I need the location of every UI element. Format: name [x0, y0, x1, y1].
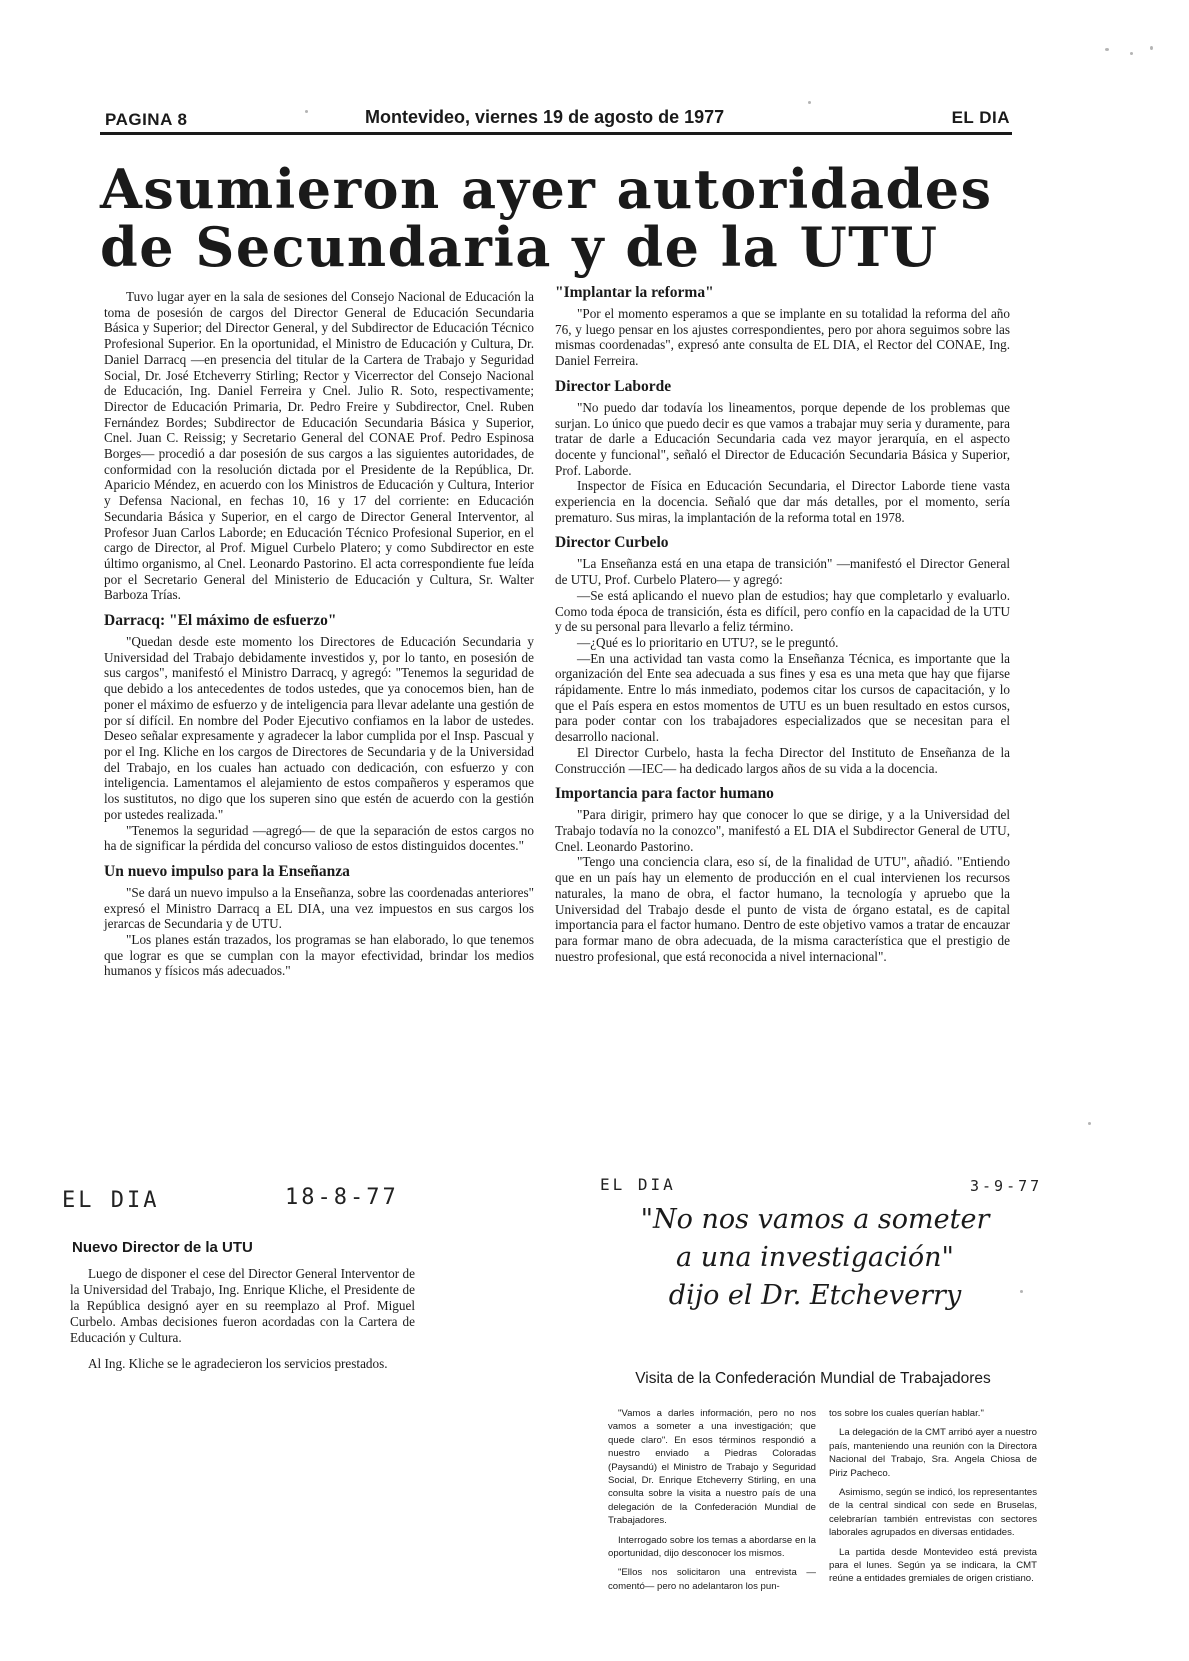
paragraph: "Se dará un nuevo impulso a la Enseñanza, sobre las coordenadas anteriores" expresó el Ministro Darracq a EL DIA, una vez impuestos en sus cargos los jerarcas de Secundaria y de UTU. — [104, 884, 534, 932]
scan-speck — [1105, 48, 1109, 51]
paragraph: —Se está aplicando el nuevo plan de estudios; hay que completarlo y evaluarlo. Como toda época de transición, ésta es difícil, pero confío en la capacidad de la UTU y de su personal para llevarlo a feliz término. — [555, 587, 1010, 635]
paragraph: La delegación de la CMT arribó ayer a nuestro país, manteniendo una reunión con la Directora Nacional del Trabajo, Sra. Angela Chiosa de Piriz Pacheco. — [829, 1427, 1037, 1479]
masthead-rule — [100, 132, 1012, 135]
main-headline — [100, 157, 1010, 279]
paragraph: "No puedo dar todavía los lineamentos, porque depende de los problemas que surjan. Lo único que puedo decir es que vamos a trabajar muy seria y duramente, para tratar de darle a Educación Secundaria cada vez mayor jerarquía, en el aspecto docente y funcional", señaló el Director de Educación Secundaria Básica y Superior, Prof. Laborde. — [555, 399, 1010, 478]
headline-line-1: "No nos vamos a someter — [640, 1204, 990, 1235]
paragraph: —En una actividad tan vasta como la Enseñanza Técnica, es importante que la organización del Ente sea adecuada a sus fines y esa es una meta que hay que fijarse rápidamente. Entre lo más inmediato, podemos citar los cursos de capacitación, y lo que el País espera en estos momentos de UTU es un buen resultado en estos cursos, para poder contar con los trabajadores especializados que se necesitan para el desarrollo nacional. — [555, 650, 1010, 745]
headline-line-2: a una investigación" — [676, 1242, 954, 1273]
headline-line-1: Asumieron ayer autoridades — [100, 157, 993, 221]
subheading: Darracq: "El máximo de esfuerzo" — [104, 612, 337, 630]
article-etcheverry-column-2 — [829, 1407, 1037, 1592]
handwritten-date: 18-8-77 — [285, 1185, 399, 1210]
paragraph: "Ellos nos solicitaron una entrevista —comentó— pero no adelantaron los pun- — [608, 1567, 816, 1592]
paragraph: "Los planes están trazados, los programas se han elaborado, lo que tenemos que lograr es que se cumplan con la mayor efectividad, brindar los medios humanos y físicos más adecuados." — [104, 932, 534, 979]
paragraph: "Vamos a darles información, pero no nos vamos a someter a una investigación; que quede claro". En esos términos respondió a nuestro enviado a Piedras Coloradas (Paysandú) el Ministro de Trabajo y Seguridad Social, Dr. Enrique Etcheverry Stirling, en una consulta sobre la visita a nuestro país de una delegación de la Confederación Mundial de Trabajadores. — [608, 1408, 816, 1527]
paragraph: "Para dirigir, primero hay que conocer lo que se dirige, y a la Universidad del Trabajo todavía no la conozco", manifestó a EL DIA el Subdirector General de UTU, Cnel. Leonardo Pastorino. — [555, 807, 1010, 854]
dateline: Montevideo, viernes 19 de agosto de 1977 — [365, 107, 725, 127]
masthead — [105, 104, 1010, 134]
handwritten-paper-label-right: EL DIA — [600, 1175, 676, 1194]
paragraph: Luego de disponer el cese del Director General Interventor de la Universidad del Trabajo, Ing. Enrique Kliche, el Presidente de la República designó ayer en su reemplazo al Prof. Miguel Curbelo. Ambas decisiones fueron acordadas con la Cartera de Educación y Cultura. — [70, 1266, 415, 1345]
paragraph: El Director Curbelo, hasta la fecha Director del Instituto de Enseñanza de la Construcción —IEC— ha dedicado largos años de su vida a la docencia. — [555, 744, 1010, 776]
headline-line-2: de Secundaria y de la UTU — [100, 215, 939, 279]
paragraph: "Quedan desde este momento los Directores de Educación Secundaria y Universidad del Trabajo debidamente investidos y, por lo tanto, en posesión de sus cargos", manifestó el Ministro Darracq, y agregó: "Tenemos la seguridad de que debido a los antecedentes de todos ustedes, que ya conocemos bien, han de poner el máximo de esfuerzo y de inteligencia para llevar adelante una gestión de por sí difícil. En nombre del Poder Ejecutivo confiamos en la labor de ustedes. Deseo señalar expresamente y agradecer la labor cumplida por el Insp. Pascual y por el Ing. Kliche en los cargos de Directores de Secundaria y de la Universidad del Trabajo, en los cuales han actuado con dedicación, con esfuerzo y con inteligencia. Lamentamos el alejamiento de estos compañeros y esperamos que los sustitutos, no digo que los superen sino que estén de acuerdo con la gestión por ustedes realizada." — [104, 634, 534, 822]
paragraph: "La Enseñanza está en una etapa de transición" —manifestó el Director General de UTU, Prof. Curbelo Platero— y agregó: — [555, 556, 1010, 588]
paragraph: "Tenemos la seguridad —agregó— de que la separación de estos cargos no ha de significar la pérdida del concurso valioso de estos distinguidos docentes." — [104, 822, 534, 854]
paragraph: "Por el momento esperamos a que se implante en su totalidad la reforma del año 76, y luego pensar en los ajustes correspondientes, pero por ahora seguimos sobre las mismas coordenadas", expresó ante consulta de EL DIA, el Rector del CONAE, Ing. Daniel Ferreira. — [555, 306, 1010, 369]
subheading: Un nuevo impulso para la Enseñanza — [104, 862, 350, 880]
scan-speck — [1150, 46, 1153, 50]
subheading: Importancia para factor humano — [555, 785, 774, 803]
article-etcheverry-subtitle: Visita de la Confederación Mundial de Trabajadores — [635, 1370, 991, 1387]
paragraph: "Tengo una conciencia clara, eso sí, de la finalidad de UTU", añadió. "Entiendo que en un país hay un elemento de producción en el cual intervienen los recursos naturales, la mano de obra, el factor humano, la tecnología y apruebo que la Universidad del Trabajo desde el punto de vista de órgano estatal, es de capital importancia para el factor humano. Dentro de este objetivo vamos a tratar de encauzar para formar mano de obra adecuada, de la misma característica que el prestigio de nuestro profesional, que está reconocida a nivel internacional". — [555, 854, 1010, 964]
page-number: PAGINA 8 — [105, 110, 188, 129]
article-nuevo-director — [70, 1240, 415, 1382]
article-etcheverry-column-1 — [608, 1407, 816, 1599]
handwritten-paper-label: EL DIA — [62, 1188, 160, 1213]
paragraph: Inspector de Física en Educación Secundaria, el Director Laborde tiene vasta experiencia en la docencia. Señaló que dar más detalles, por el momento, sería prematuro. Sus miras, la implantación de la reforma total en 1978. — [555, 478, 1010, 525]
article-column-2 — [555, 283, 1010, 964]
scan-speck — [1130, 52, 1133, 55]
paragraph: Asimismo, según se indicó, los representantes de la central sindical con sede en Bruselas, celebrarían también entrevistas con sectores laborales agrupados en diversas entidades. — [829, 1487, 1037, 1539]
paragraph: Tuvo lugar ayer en la sala de sesiones del Consejo Nacional de Educación la toma de posesión de cargos del Director General de Educación Secundaria Básica y Superior; del Director General, y del Subdirector de Educación Técnico Profesional Superior. En la oportunidad, el Ministro de Educación y Cultura, Dr. Daniel Darracq —en presencia del titular de la Cartera de Trabajo y Seguridad Social, Dr. José Etcheverry Stirling; Rector y Vicerrector del Consejo Nacional de Educación, Ing. Daniel Ferreira y Cnel. Julio R. Soto, respectivamente; Director de Educación Primaria, Dr. Pedro Freire y Subdirector, Cnel. Ruben Fernández Bordes; Subdirector de Educación Secundaria Básica y Superior, Cnel. Juan C. Reissig; y Secretario General del CONAE Prof. Pedro Espinosa Borges— procedió a dar posesión de sus cargos a las siguientes autoridades, de conformidad con la resolución dictada por el Presidente de la República, Dr. Aparicio Méndez, en acuerdo con los Ministros de Educación y Cultura, Interior y Defensa Nacional, en fechas 10, 16 y 17 del corriente: en Educación Secundaria Básica y Superior, en el cargo de Director General Interventor, al Profesor Juan Carlos Laborde; en Educación Técnico Profesional Superior, en el cargo de Director, al Prof. Miguel Curbelo Platero; y como Subdirector en este último organismo, al Cnel. Leonardo Pastorino. El acta correspondiente fue leída por el Secretario General del Ministerio de Educación y Cultura, Sr. Walter Barboza Trías. — [104, 289, 534, 603]
scan-speck — [1020, 1290, 1023, 1293]
article-column-1 — [104, 289, 534, 979]
scan-speck — [1088, 1122, 1091, 1125]
scan-speck — [808, 101, 811, 104]
paragraph: La partida desde Montevideo está prevista para el lunes. Según ya se indicara, la CMT reúne a entidades gremiales de origen cristiano. — [829, 1546, 1037, 1585]
paragraph: Al Ing. Kliche se le agradecieron los servicios prestados. — [88, 1356, 388, 1371]
headline-line-3: dijo el Dr. Etcheverry — [668, 1280, 962, 1311]
newspaper-name: EL DIA — [951, 108, 1010, 127]
paragraph: tos sobre los cuales querían hablar." — [829, 1408, 984, 1419]
article-title: Nuevo Director de la UTU — [72, 1239, 253, 1256]
scan-speck — [305, 110, 308, 113]
article-etcheverry-headline — [600, 1201, 1030, 1315]
subheading: Director Laborde — [555, 377, 672, 395]
paragraph: Interrogado sobre los temas a abordarse en la oportunidad, dijo desconocer los mismos. — [608, 1534, 816, 1560]
paragraph: —¿Qué es lo prioritario en UTU?, se le preguntó. — [577, 634, 839, 650]
subheading: "Implantar la reforma" — [555, 284, 714, 301]
subheading: Director Curbelo — [555, 534, 669, 552]
handwritten-date-right: 3-9-77 — [970, 1177, 1043, 1195]
